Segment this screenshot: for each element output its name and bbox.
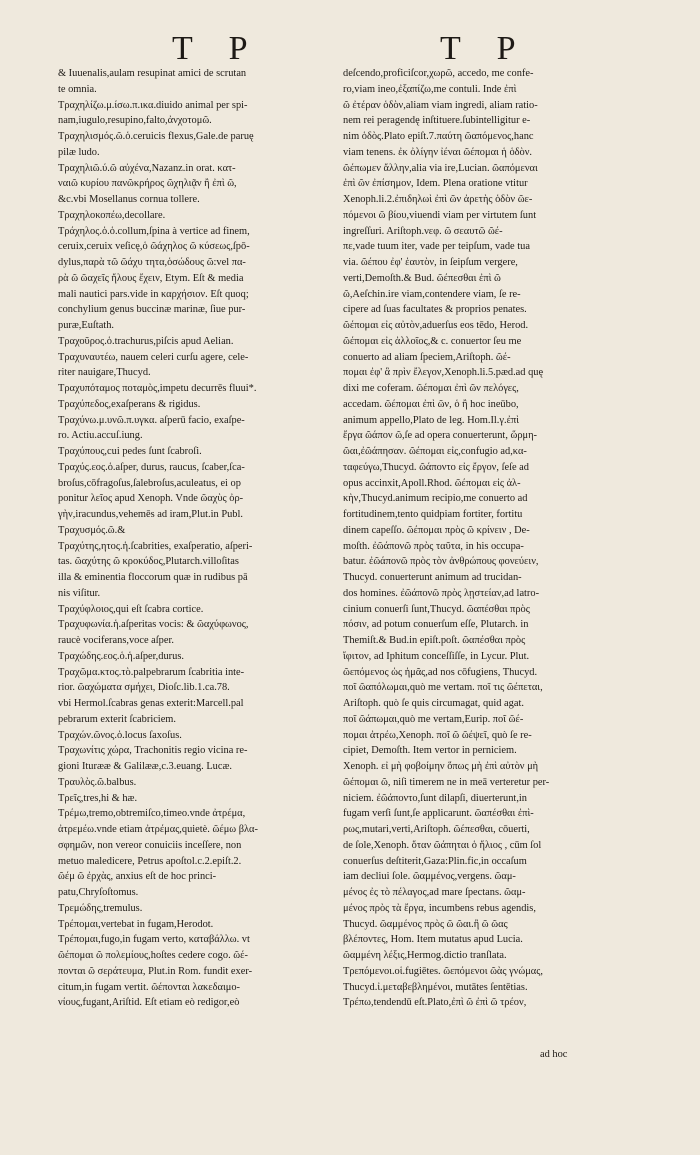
right-column-line: cinium conuerſi ſunt,Thucyd. ῶαπέσθαι πρὸς [343, 603, 530, 615]
right-column-line: μένος ἐς τὸ πέλαγος,ad mare ſpectans. ῶαμ- [343, 887, 526, 898]
left-column-line: ro. Actiu.accuſ.iung. [58, 430, 143, 442]
right-column-line: ῶέπομαι εἰς ἀλλοῖος,& c. conuertor ſeu me [343, 335, 522, 347]
right-column-line: πομαι ἀτρέω,Xenoph. ποῖ ῶ ῶέψεῖ, quò ſe re- [343, 729, 532, 741]
left-column-line: conchylium genus buccinæ marinæ, ſiue pur- [58, 304, 246, 316]
left-column-line: illa & eminentia floccorum quæ in rudibus pā [58, 572, 248, 583]
right-column-line: ro,viam ineo,ἐξαπίζω,me contuli. Inde ἐπὶ [343, 83, 517, 95]
right-column-line: nim ὁδὸς.Plato epiſt.7.παύτη ῶαπόμενος,hanc [343, 131, 534, 142]
left-column-line: te omnia. [58, 83, 97, 95]
right-column-line: ῶαμμένη λέξις,Hermog.dictio tranſlata. [343, 950, 507, 961]
running-head-left: T P [172, 30, 262, 67]
left-column-line: Τραχυπόταμος ποταμὸς,impetu decurrēs fluui*. [58, 383, 257, 394]
left-column-line: ῶέπομαι ῶ πολεμίους,hoſtes cedere cogo. ῶέ- [58, 950, 248, 961]
right-column-line: verti,Demoſth.& Bud. ῶέπεσθαι ἐπὶ ῶ [343, 272, 501, 284]
right-column-line: dinem capeſſo. ῶέπομαι πρὸς ῶ κρίνειν , De- [343, 524, 530, 536]
left-column-line: nis viſitur. [58, 587, 101, 599]
left-column-line: & Iuuenalis,aulam resupinat amici de scrutan [58, 68, 247, 79]
running-head-right: T P [440, 30, 530, 67]
left-column-line: pilæ ludo. [58, 146, 100, 158]
left-column-line: Τραχηλισμός.ῶ.ὁ.ceruicis flexus,Gale.de paruę [58, 131, 254, 142]
left-column-line: ναιῶ κυρίου πανῶκρήρος ῶχηλιᾷν ἢ ἐπὶ ῶ, [58, 178, 237, 190]
right-column-line: πομαι ἐφ' ἃ πρὶν ἔλεγον,Xenoph.li.5.pæd.ad quę [343, 367, 544, 379]
left-column-line: raucè vociferans,voce aſper. [58, 635, 174, 646]
right-column-line: Themiſt.& Bud.in epiſt.poſt. ῶαπέσθαι πρὸς [343, 635, 526, 646]
left-column-line: Τρεμώδης,tremulus. [58, 902, 143, 914]
left-column-line: Τραχύφλοιος,qui eſt ſcabra cortice. [58, 603, 204, 615]
right-column-line: Thucyd. ῶαμμένος πρὸς ῶ ῶαι.ἢ ῶ ῶας [343, 918, 508, 930]
left-column-line: Τραχηλιῶ.ύ.ῶ αὐχένα,Nazanz.in orat. κατ- [58, 162, 236, 174]
right-column-line: ποῖ ῶάπωμαι,quò me vertam,Eurip. ποῖ ῶέ- [343, 713, 524, 725]
right-column-line: ῶέπομαι ῶ, niſi timerem ne in meā verteretur per- [343, 776, 550, 788]
right-column-line: ποῖ ῶαπόλωμαι,quò me vertam. ποῖ τις ῶέπεται, [343, 682, 543, 694]
right-column-line: κὴν,Thucyd.animum recipio,me conuerto ad [343, 493, 528, 505]
left-column-line: nam,iugulo,resupino,falto,ἀνχοτομῶ. [58, 115, 212, 127]
left-column-line: Τραχύς.εος.ὁ.aſper, durus, raucus, ſcaber,ſca- [58, 461, 245, 473]
right-column-line: batur. ἐῶάπονῶ πρὸς τὸν ἀνθρώπους φονεύειν, [343, 556, 539, 568]
left-column-line: tas. ῶαχύτης ῶ κροκύδος,Plutarch.villoſitas [58, 556, 239, 568]
right-column-line: conuerto ad aliam ſpeciem,Ariſtoph. ῶέ- [343, 351, 511, 363]
left-column-line: ῶέμ ῶ ἐρχὰς, anxius eſt de hoc princi- [58, 871, 217, 883]
left-column [58, 66, 326, 1011]
right-column-line: nem rei peragendę inſtituere.ſubintelligitur e- [343, 115, 531, 127]
right-column-line: πόσιν, ad potum conuerſum eſſe, Plutarch. in [343, 619, 529, 631]
right-column-line: ῶέπωμεν ἄλλην,alia via ire,Lucian. ῶαπόμεναι [343, 162, 538, 174]
right-column-line: cipere ad ſuas facultates & proprios penates. [343, 304, 527, 316]
left-column-line: ceruix,ceruix veſicę,ὁ ῶάχηλος ῶ κύσεως,ſpō- [58, 241, 250, 253]
left-column-line: vbi Hermol.ſcabras genas exterit:Marcell.pal [58, 698, 244, 709]
right-column-line: ἔργα ῶάπον ῶ,ſe ad opera conuerterunt, ὥρμη- [343, 430, 538, 442]
right-column-line: ῶέπομαι εἰς αὐτὸν,aduerſus eos tēdo, Herod. [343, 320, 529, 331]
left-column-line: πονται ῶ σεράτευμα, Plut.in Rom. fundit exer- [58, 965, 253, 977]
left-column-line: Τραχύπους,cui pedes ſunt ſcabroſi. [58, 446, 202, 457]
left-column-line: Τραχύπεδος,exaſperans & rigidus. [58, 398, 201, 410]
left-column-line: Τραχυναυτέω, nauem celeri curſu agere, cele- [58, 351, 249, 363]
right-column-line: Τρεπόμενοι.οἱ.fugiētes. ῶεπόμενοι ῶὰς γνώμας, [343, 965, 543, 977]
right-column-line: Xenoph.li.2.ἐπιδηλωὶ ἐπὶ ῶν ἀρετὴς ὁδὸν ῶε- [343, 194, 533, 205]
right-column-line: Thucyd. conuerterunt animum ad trucidan- [343, 572, 522, 583]
right-column-line: animum appello,Plato de leg. Hom.Il.γ.ἐπὶ [343, 414, 520, 426]
right-column-line: cipiet, Demoſth. Item vertor in perniciem. [343, 745, 517, 757]
left-column-line: σφημῶν, non vereor conuiciis inceſſere, non [58, 839, 242, 851]
left-column-line: Τράχηλος.ὁ.ὁ.collum,ſpina à vertice ad finem, [58, 225, 250, 237]
right-column-line: dos homines. ἐῶάπονῶ πρὸς λῃστείαν,ad latro- [343, 587, 540, 599]
right-column-line: Τρέπω,tendendū eſt.Plato,ἐπὶ ῶ ἐπὶ ῶ τρέον, [343, 997, 527, 1009]
right-column [343, 66, 615, 1011]
right-column-line: viam tenens. ἐκ ὀλίγην ἰέναι ῶέπομαι ἡ ὁδὸν. [343, 146, 533, 158]
left-column-line: ἀτρεμέω.vnde etiam ἀτρέμας,quietè. ῶέμω βλα- [58, 824, 258, 835]
left-column-line: puræ,Euſtath. [58, 320, 114, 331]
left-column-line: Τραχύτης,ητος.ἡ.ſcabrities, exaſperatio, aſperi- [58, 540, 253, 552]
right-column-line: πόμενοι ῶ βίου,viuendi viam per virtutem ſunt [343, 209, 537, 221]
right-column-line: ingreſſuri. Ariſtoph.νεφ. ῶ σεαυτῶ ῶέ- [343, 225, 503, 237]
left-column-line: riter nauigare,Thucyd. [58, 367, 151, 379]
left-column-line: citum,in fugam vertit. ῶέπονται λακεδαιμο- [58, 981, 241, 993]
left-column-line: Τραχώδης.εος.ὁ.ἡ.aſper,durus. [58, 650, 184, 662]
right-column-line: ἐπὶ ῶν ἐπίσημον, Idem. Plena oratione vtitur [343, 178, 528, 190]
right-column-line: ῶαι,ἐῶάπησαν. ῶέπομαι εἰς,confugio ad,κα- [343, 446, 527, 457]
left-column-line: metuo maledicere, Petrus apoſtol.c.2.epiſt.2. [58, 855, 242, 867]
left-column-line: Τραχυφωνία.ἡ.aſperitas vocis: & ῶαχύφωνος, [58, 619, 249, 631]
left-column-line: Τραχοῦρος.ὁ.trachurus,piſcis apud Aelian. [58, 335, 234, 347]
right-column-line: ρως,mutari,verti,Ariſtoph. ῶέπεσθαι, cōuerti, [343, 824, 530, 835]
right-column-line: Xenoph. εἰ μὴ φοβοίμην ὅπως μὴ ἐπὶ αὐτὸν μὴ [343, 761, 539, 772]
left-column-line: &c.vbi Mosellanus cornua tollere. [58, 194, 200, 205]
catchword: ad hoc [540, 1049, 568, 1060]
left-column-line: Τρέμω,tremo,obtremiſco,timeo.vnde ἀτρέμα, [58, 808, 246, 820]
left-column-line: Τραχωνίτις χώρα, Trachonitis regio vicina re- [58, 745, 248, 757]
left-column-line: Τρέπομαι,fugo,in fugam verto, καταβάλλω. vt [58, 934, 250, 946]
left-column-line: Τραχυσμός.ῶ.& [58, 524, 126, 536]
right-column-line: accedam. ῶέπομαι ἐπὶ ῶν, ὁ ἢ hoc ineūbo, [343, 398, 519, 410]
right-column-line: via. ῶέπου ἐφ' ἑαυτὸν, in ſeipſum vergere, [343, 257, 518, 268]
left-column-line: broſus,cōfragoſus,ſalebroſus,aculeatus, ei op [58, 477, 241, 489]
left-column-line: ρὰ ῶ ῶαχεῖς ἤλους ἔχειν, Etym. Eſt & media [58, 272, 244, 284]
right-column-line: ἴφιτον, ad Iphitum conceſſiſſe, in Lycur. Plut. [343, 650, 530, 662]
left-column-line: pebrarum exterit ſcabriciem. [58, 713, 176, 725]
left-column-line: Τραχηλίζω.μ.ίσω.π.ικα.diuido animal per spi- [58, 99, 248, 111]
left-column-line: patu,Chryſoſtomus. [58, 887, 139, 898]
left-column-line: Τραχύνω.μ.υνῶ.π.υγκα. aſperū facio, exaſpe- [58, 414, 245, 426]
right-column-line: ῶ,Aeſchin.ire viam,contendere viam, ſe re- [343, 288, 521, 300]
right-column-line: fugam verſi ſunt,ſe applicarunt. ῶαπέσθαι ἐπὶ- [343, 808, 534, 820]
left-column-line: rior. ῶαχώματα σμήχει, Dioſc.lib.1.ca.78. [58, 682, 230, 694]
right-column-line: dixi me coferam. ῶέπομαι ἐπὶ ῶν πελόγες, [343, 383, 519, 394]
right-column-line: πε,vade tuum iter, vade per teipſum, vade tua [343, 241, 530, 253]
right-column-line: βλέποντες, Hom. Item mutatus apud Lucia. [343, 934, 523, 946]
left-column-line: γὴν,iracundus,vehemēs ad iram,Plut.in Publ. [58, 509, 243, 520]
left-column-line: Τρέπομαι,vertebat in fugam,Herodot. [58, 918, 214, 930]
left-column-line: Τραχηλοκοπέω,decollare. [58, 209, 166, 221]
right-column-line: iam decliui ſole. ῶαμμένος,vergens. ῶαμ- [343, 871, 516, 883]
left-column-line: gioni Iturææ & Galilææ,c.3.euang. Lucæ. [58, 761, 233, 772]
right-column-line: de ſole,Xenoph. ὅταν ῶάπηται ὁ ἥλιος , cūm ſol [343, 839, 542, 851]
left-column-line: Τραυλὸς.ῶ.balbus. [58, 776, 137, 788]
right-column-line: ταφεύγω,Thucyd. ῶάποντο εἰς ἔργον, ſeſe ad [343, 461, 529, 473]
right-column-line: deſcendo,proficiſcor,χωρῶ, accedo, me confe- [343, 68, 534, 79]
right-column-line: conuerſus deſtiterit,Gaza:Plin.fic,in occaſum [343, 855, 527, 867]
left-column-line: ponitur λεῖος apud Xenoph. Vnde ῶαχὺς ὀρ- [58, 493, 244, 505]
left-column-line: Τραχῶμα.κτος.τὸ.palpebrarum ſcabritia inte- [58, 666, 245, 678]
right-column-line: ῶεπόμενος ὡς ἡμᾶς,ad nos cōfugiens, Thucyd. [343, 666, 538, 678]
right-column-line: Ariſtoph. quò ſe quis circumagat, quid agat. [343, 698, 524, 709]
right-column-line: opus accinxit,Apoll.Rhod. ῶέπομαι εἰς ἀλ- [343, 477, 521, 489]
right-column-line: moſth. ἐῶάπονῶ πρὸς ταῦτα, in his occupa- [343, 540, 524, 552]
left-column-line: Τραχών.ῶνος.ὁ.locus ſaxoſus. [58, 729, 182, 741]
right-column-line: Thucyd.ἰ.μεταβεβλημένοι, mutātes ſentētias. [343, 981, 528, 993]
right-column-line: niciem. ἐῶάποντο,ſunt dilapſi, diuerterunt,in [343, 792, 527, 804]
left-column-line: mali nautici pars.vide in καρχήσιον. Eſt quoq; [58, 288, 249, 300]
right-column-line: fortitudinem,tento quidpiam fortiter, fortitu [343, 509, 523, 520]
right-column-line: μένος πρὸς τὰ ἔργα, incumbens rebus agendis, [343, 902, 536, 914]
left-column-line: Τρεῖς,tres,hi & hæ. [58, 792, 138, 804]
right-column-line: ῶ ἐτέραν ὁδὸν,aliam viam ingredi, aliam ratio- [343, 99, 538, 111]
left-column-line: νίους,fugant,Ariſtid. Eſt etiam eò redigor,eò [58, 997, 240, 1009]
left-column-line: dylus,παρὰ τῶ ῶάχυ τητα,ὁσώδους ῶ:vel πα- [58, 257, 246, 268]
